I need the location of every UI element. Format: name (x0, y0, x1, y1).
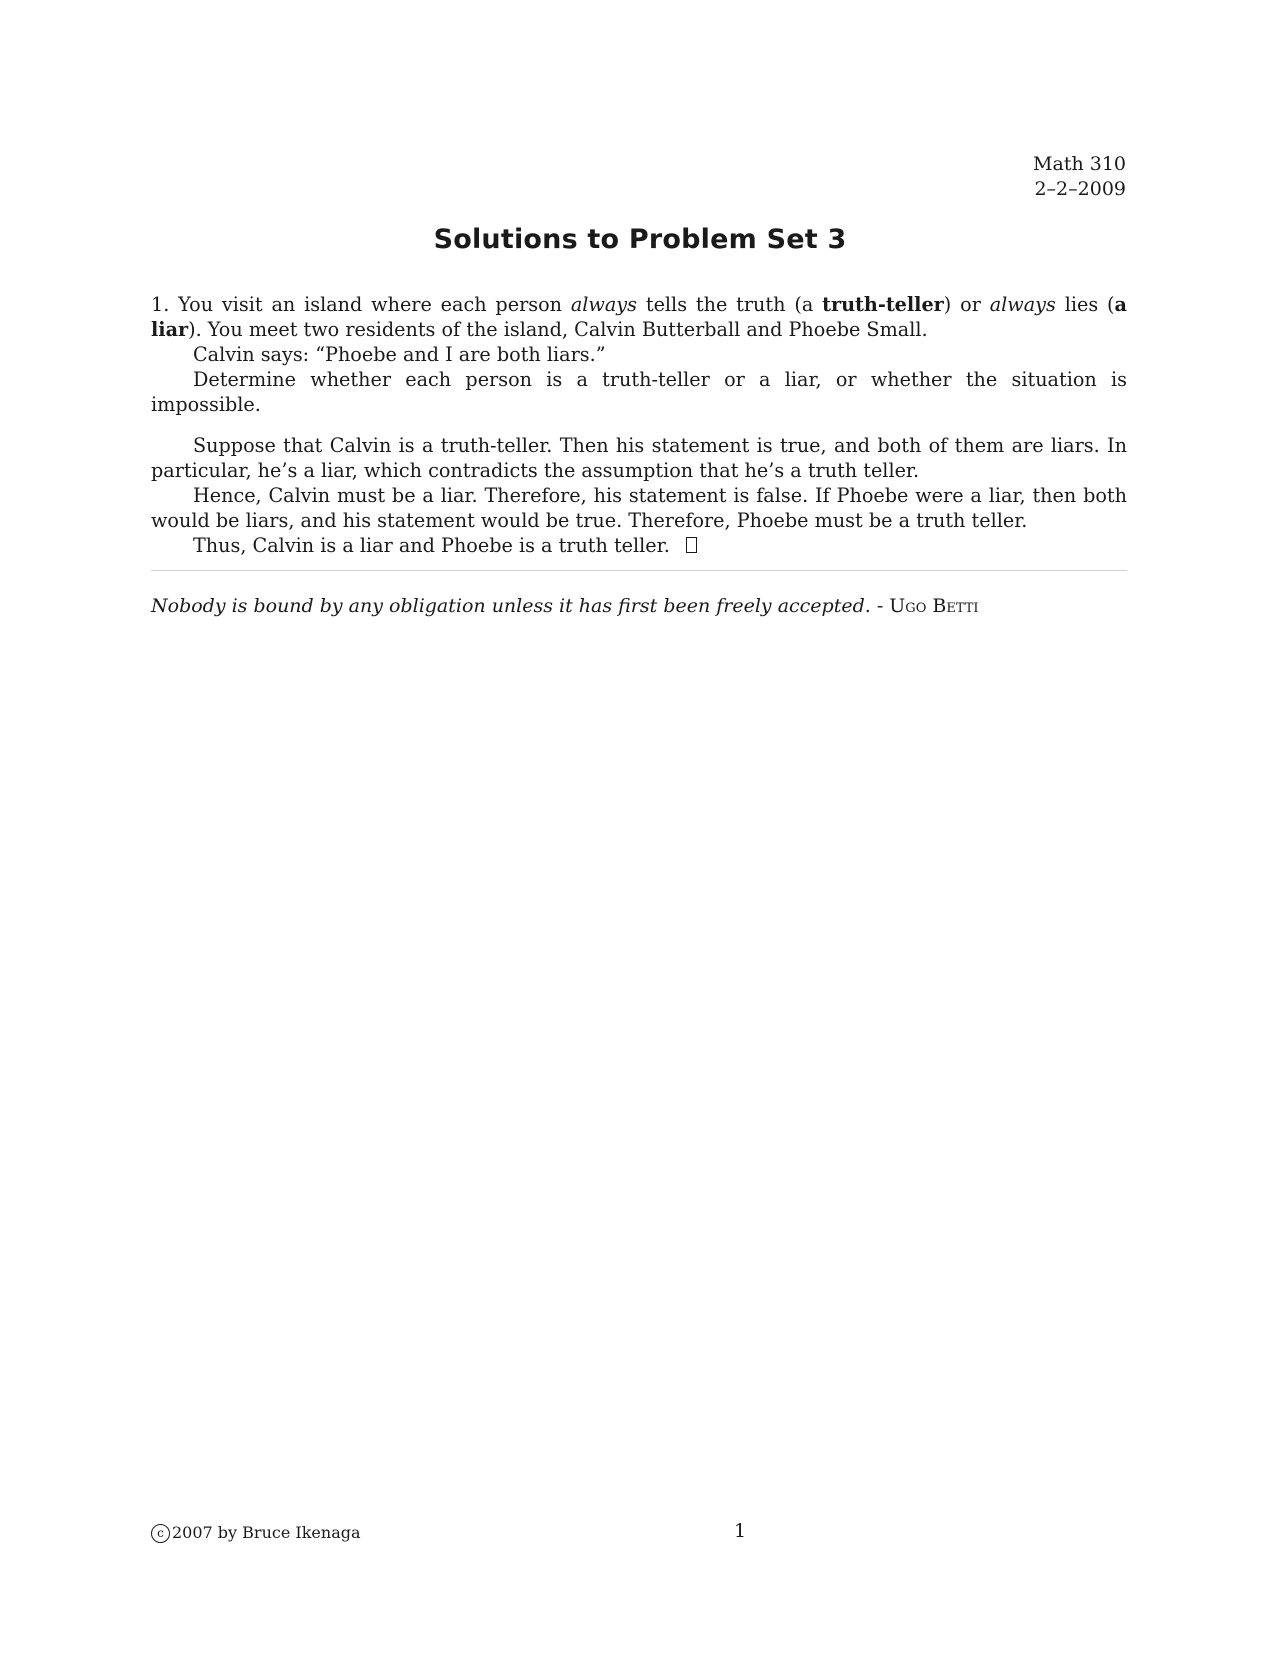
copyright-icon: c (151, 1524, 170, 1543)
problem-intro (151, 292, 1127, 342)
epigraph-quote (151, 594, 1127, 619)
term-liar: a liar (151, 293, 1127, 341)
solution-paragraph-2: Hence, Calvin must be a liar. Therefore, his statement is false. If Phoebe were a liar, then both would be liars, and his statement would be true. Therefore, Phoebe must be a truth teller. (151, 484, 1127, 532)
solution-paragraph-3 (151, 533, 1127, 558)
page-number: 1 (733, 1520, 747, 1542)
solution-paragraph-1: Suppose that Calvin is a truth-teller. Then his statement is true, and both of them are liars. In particular, he’s a liar, which contradicts the assumption that he’s a truth teller. (151, 434, 1127, 482)
quote-separator: - (870, 595, 890, 617)
problem-intro-part-2: tells the truth (a (637, 293, 823, 316)
problem-intro-part-1: 1. You visit an island where each person (151, 293, 571, 316)
problem-intro-part-4: lies ( (1055, 293, 1115, 316)
document-date: 2–2–2009 (1034, 178, 1126, 200)
term-truth-teller: truth-teller (822, 293, 944, 316)
quote-author: Ugo Betti (889, 595, 979, 617)
problem-statement: Calvin says: “Phoebe and I are both liars.” (193, 343, 606, 366)
problem-question: Determine whether each person is a truth-teller or a liar, or whether the situation is impossible. (151, 368, 1127, 416)
main-content (151, 292, 1127, 558)
problem-intro-part-3: ) or (943, 293, 990, 316)
course-name: Math 310 (1033, 153, 1126, 175)
quote-text: Nobody is bound by any obligation unless it has first been freely accepted. (151, 595, 871, 617)
problem-intro-part-5: ). You meet two residents of the island, Calvin Butterball and Phoebe Small. (188, 318, 928, 341)
copyright-text: 2007 by Bruce Ikenaga (172, 1523, 361, 1542)
header-info (1033, 152, 1126, 202)
qed-square-icon (686, 537, 697, 553)
horizontal-divider (151, 570, 1127, 571)
solution-conclusion: Thus, Calvin is a liar and Phoebe is a truth teller. (193, 534, 670, 557)
emphasis-always-2: always (989, 293, 1056, 316)
page-title: Solutions to Problem Set 3 (433, 224, 847, 255)
emphasis-always-1: always (570, 293, 637, 316)
